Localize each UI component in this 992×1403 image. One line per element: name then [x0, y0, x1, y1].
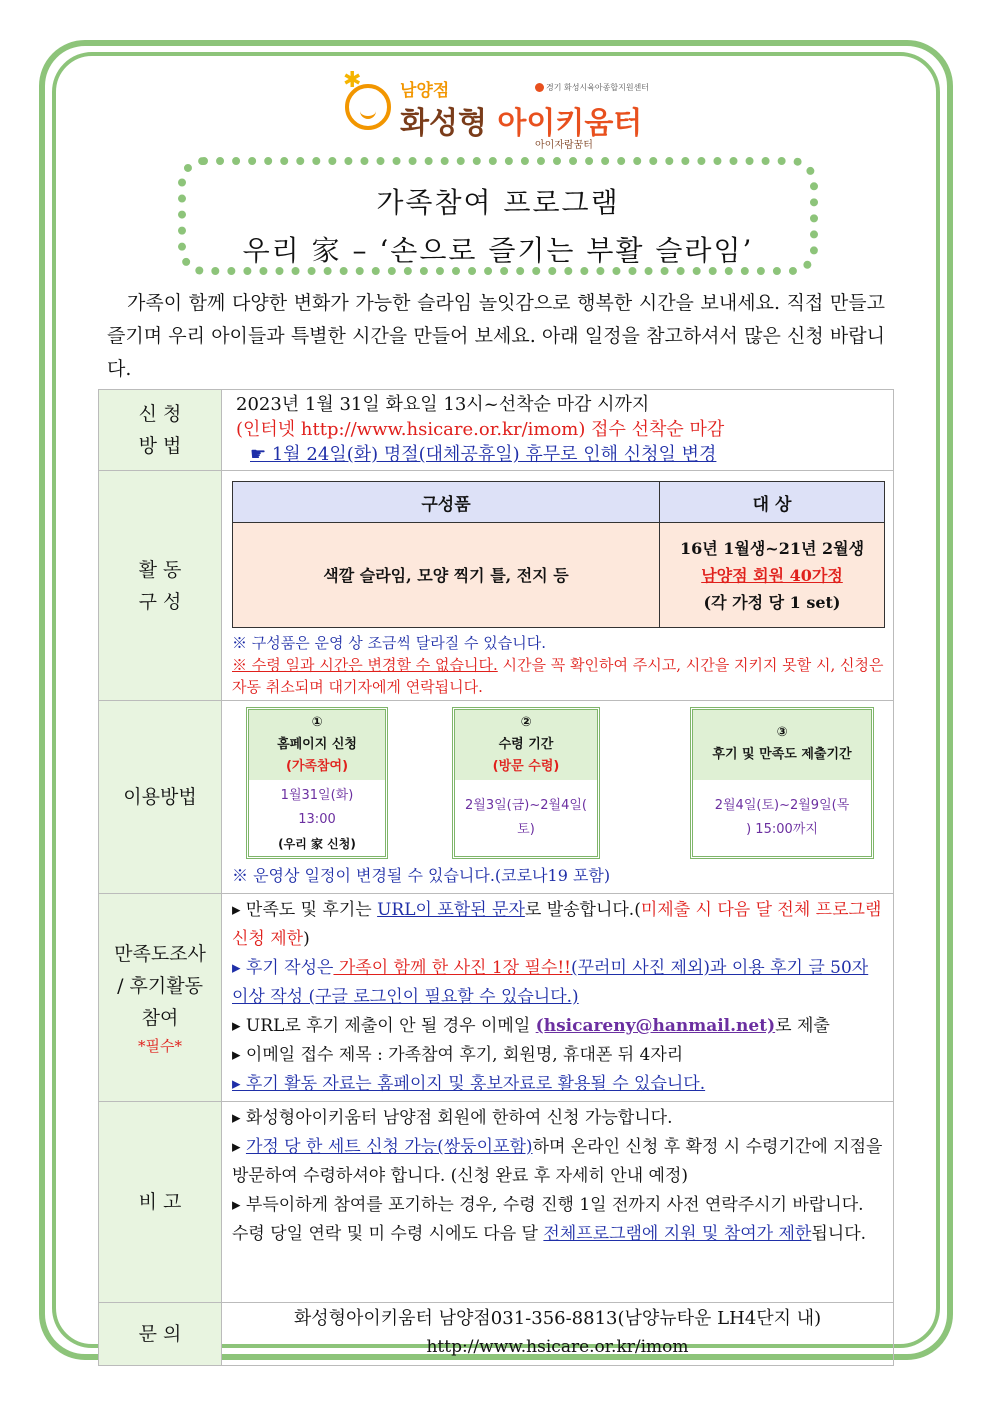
step-3-title: 후기 및 만족도 제출기간	[712, 747, 852, 762]
remarks-l2b: 가정 당 한 세트 신청 가능(쌍둥이포함)	[245, 1137, 533, 1157]
logo-org	[535, 82, 649, 93]
step-1-title: 홈페이지 신청	[277, 737, 357, 752]
logo-name-part1: 화성형	[400, 106, 498, 141]
usage-row	[99, 701, 894, 894]
survey-required: *필수*	[138, 1036, 182, 1055]
survey-l2c: (꾸러미 사진 제외)과 이용 후기 글 50자 이상 작성 (구글 로그인이 필요할 수 있습니다.)	[232, 958, 869, 1007]
remarks-line1: ▸ 화성형아이키움터 남양점 회원에 한하여 신청 가능합니다.	[232, 1108, 673, 1128]
survey-l2a: ▸ 후기 작성은	[232, 958, 334, 978]
usage-body	[222, 701, 894, 894]
apply-line3: ☛ 1월 24일(화) 명절(대체공휴일) 휴무로 인해 신청일 변경	[250, 444, 717, 465]
target-header: 대 상	[660, 482, 885, 523]
step-2-date: 2월3일(금)~2월4일(	[465, 798, 587, 813]
intro-text: 가족이 함께 다양한 변화가 가능한 슬라임 놀잇감으로 행복한 시간을 보내세요. 직접 만들고 즐기며 우리 아이들과 특별한 시간을 만들어 보세요. 아래 일정을 참고하셔서 많은 신청 바랍니다.	[107, 292, 885, 380]
survey-head-2: / 후기활동	[117, 974, 203, 997]
remarks-row	[99, 1102, 894, 1303]
contact-head: 문 의	[99, 1303, 222, 1366]
remarks-l2c: 하며 온라인 신청 후 확정 시 수령기간에 지점을 방문하여 수령하셔야 합니다. (신청 완료 후 자세히 안내 예정)	[232, 1137, 883, 1186]
target-count: 남양점 회원 40가정	[701, 565, 843, 585]
contact-body	[222, 1303, 894, 1366]
step-1-sub: (가족참여)	[285, 759, 349, 774]
remarks-line3	[232, 1191, 883, 1249]
usage-head: 이용방법	[99, 701, 222, 894]
usage-steps	[232, 701, 885, 865]
step-2-header	[455, 710, 597, 780]
step-2-number: ②	[520, 715, 532, 730]
step-3-time: ) 15:00까지	[746, 822, 818, 837]
step-1-note: (우리 家 신청)	[278, 837, 356, 851]
components-items: 색깔 슬라임, 모양 찍기 틀, 전지 등	[233, 523, 660, 628]
apply-head	[99, 390, 222, 471]
child-face-icon	[345, 84, 391, 130]
survey-body	[222, 894, 894, 1102]
activity-head-2: 구 성	[138, 590, 182, 613]
apply-head-1: 신 청	[138, 403, 182, 425]
target-cell	[660, 523, 885, 628]
survey-line1	[232, 896, 883, 954]
remarks-line2	[232, 1133, 883, 1191]
star-icon: ✱	[343, 68, 362, 93]
activity-head-1: 활 동	[138, 558, 182, 581]
survey-l1c: 로 발송합니다.(	[524, 900, 641, 920]
remarks-body	[222, 1102, 894, 1303]
survey-head	[99, 894, 222, 1102]
contact-url[interactable]: http://www.hsicare.or.kr/imom	[426, 1337, 689, 1357]
activity-body	[222, 471, 894, 701]
remarks-l3c: 됩니다.	[811, 1224, 867, 1244]
step-3-header	[693, 710, 871, 780]
survey-row	[99, 894, 894, 1102]
logo-sub: 아이자람꿈터	[535, 140, 593, 151]
survey-head-3: 참여	[141, 1006, 179, 1029]
contact-row	[99, 1303, 894, 1366]
step-3-date: 2월4일(토)~2월9일(목	[714, 798, 850, 813]
title-line1: 가족참여 프로그램	[376, 186, 620, 219]
components-table	[232, 481, 885, 628]
step-1	[246, 707, 388, 859]
step-1-time: 13:00	[298, 812, 336, 827]
survey-line5: ▸ 후기 활동 자료는 홈페이지 및 홍보자료로 활용될 수 있습니다.	[232, 1074, 706, 1094]
apply-row	[99, 390, 894, 471]
remarks-l3a: ▸ 부득이하게 참여를 포기하는 경우, 수령 진행 1일 전까지 사전 연락주시기 바랍니다. 수령 당일 연락 및 미 수령 시에도 다음 달	[232, 1195, 864, 1244]
survey-email-link[interactable]: (hsicareny@hanmail.net)	[535, 1016, 776, 1036]
step-1-header	[249, 710, 385, 780]
activity-note2a: ※ 수령 일과 시간은 변경할 수 없습니다.	[232, 656, 498, 674]
step-1-number: ①	[311, 715, 323, 730]
usage-note: ※ 운영상 일정이 변경될 수 있습니다.(코로나19 포함)	[232, 866, 611, 885]
step-3-number: ③	[776, 725, 788, 740]
logo-branch: 남양점	[400, 81, 450, 101]
org-icon	[535, 83, 544, 92]
step-2-date-end: 토)	[517, 822, 535, 837]
logo-name-part2: 아이키움터	[497, 106, 643, 141]
apply-body	[222, 390, 894, 471]
activity-row	[99, 471, 894, 701]
logo-org-text: 경기 화성시육아종합지원센터	[546, 83, 650, 92]
survey-l1d: 미제출 시 다음 달 전체 프로그램 신청 제한	[232, 900, 882, 949]
info-table	[98, 389, 894, 1366]
target-note: (각 가정 당 1 set)	[703, 592, 841, 612]
step-2-title: 수령 기간	[498, 737, 554, 752]
apply-line1: 2023년 1월 31일 화요일 13시~선착순 마감 시까지	[236, 394, 650, 415]
step-3	[690, 707, 874, 859]
components-header: 구성품	[233, 482, 660, 523]
survey-l3a: ▸ URL로 후기 제출이 안 될 경우 이메일	[232, 1016, 536, 1036]
survey-l1e: )	[303, 929, 310, 949]
title-line2: 우리 家 – ‘손으로 즐기는 부활 슬라임’	[242, 234, 754, 267]
logo-name	[400, 98, 642, 142]
step-2-detail	[455, 780, 597, 842]
survey-l1b: URL이 포함된 문자	[377, 900, 525, 920]
survey-head-1: 만족도조사	[114, 942, 206, 965]
survey-l1a: ▸ 만족도 및 후기는	[232, 900, 378, 920]
step-1-detail	[249, 780, 385, 856]
survey-l3c: 로 제출	[775, 1016, 830, 1036]
activity-note1: ※ 구성품은 운영 상 조금씩 달라질 수 있습니다.	[232, 634, 546, 652]
remarks-l3b: 전체프로그램에 지원 및 참여가 제한	[543, 1224, 812, 1244]
target-age: 16년 1월생~21년 2월생	[679, 538, 865, 558]
survey-line4: ▸ 이메일 접수 제목 : 가족참여 후기, 회원명, 휴대폰 뒤 4자리	[232, 1045, 684, 1065]
apply-head-2: 방 법	[138, 435, 182, 457]
step-2	[452, 707, 600, 859]
step-1-date: 1월31일(화)	[280, 788, 354, 803]
remarks-l2a: ▸	[232, 1137, 246, 1157]
remarks-head: 비 고	[99, 1102, 222, 1303]
title-box	[178, 157, 818, 275]
apply-line2: (인터넷 http://www.hsicare.or.kr/imom) 접수 선착순 마감	[236, 419, 725, 440]
activity-head	[99, 471, 222, 701]
step-3-detail	[693, 780, 871, 842]
logo	[343, 68, 650, 151]
survey-l2b: 가족이 함께 한 사진 1장 필수!!	[333, 958, 571, 978]
activity-note2b: 시간을 꼭 확인하여 주시고, 시간을 지키지 못할 시, 신청은 자동 취소되며 대기자에게 연락됩니다.	[232, 656, 884, 696]
step-2-sub: (방문 수령)	[492, 759, 560, 774]
survey-line2	[232, 954, 883, 1012]
activity-note2	[232, 654, 885, 698]
contact-phone: 화성형아이키움터 남양점031-356-8813(남양뉴타운 LH4단지 내)	[293, 1308, 822, 1329]
survey-line3	[232, 1012, 883, 1041]
